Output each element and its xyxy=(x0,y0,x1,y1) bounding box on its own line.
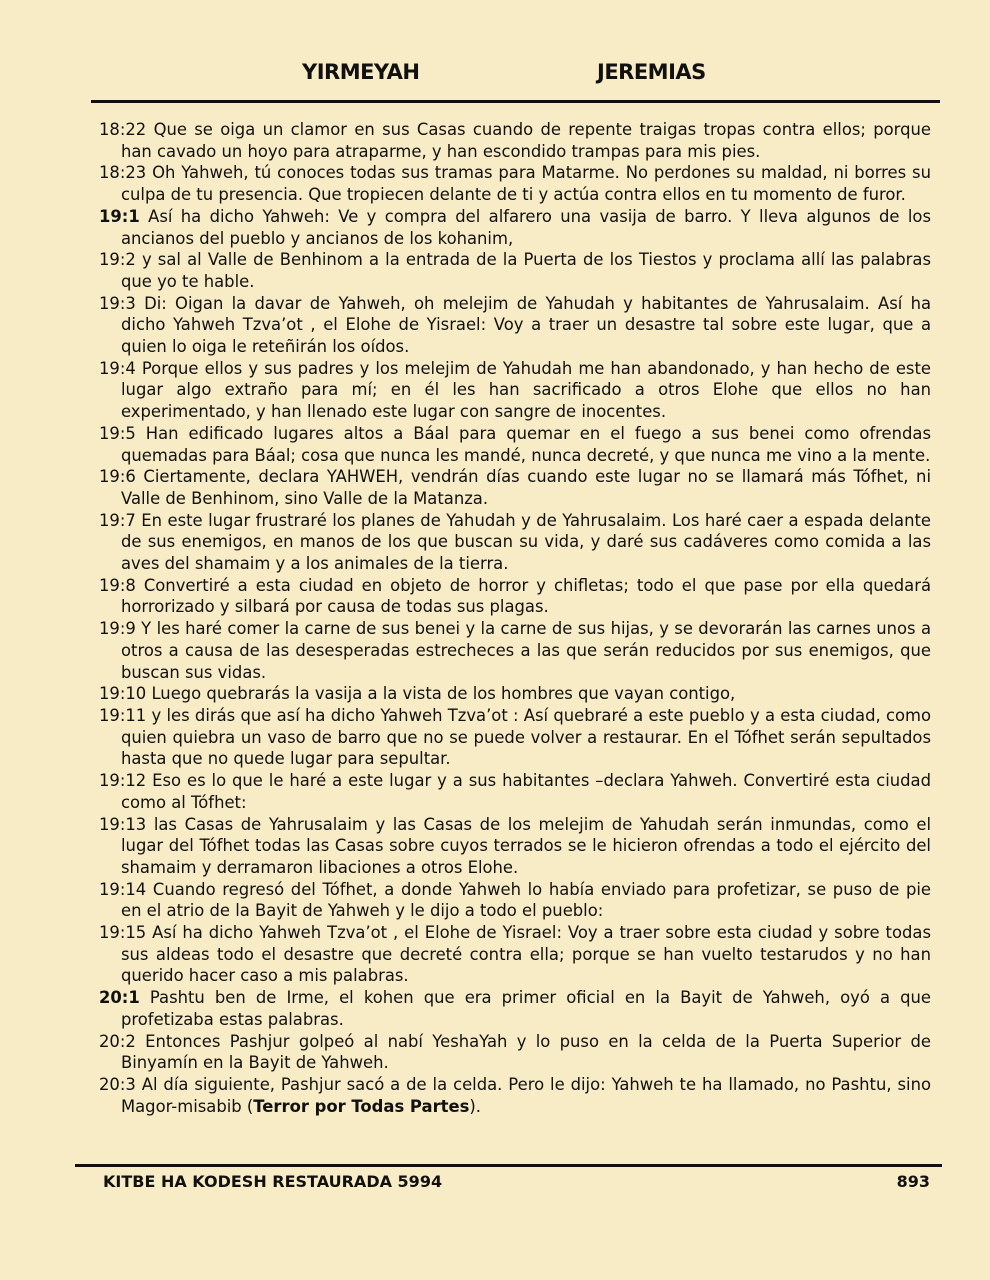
verse xyxy=(99,618,931,683)
footer-title: KITBE HA KODESH RESTAURADA 5994 xyxy=(103,1172,443,1191)
verse xyxy=(99,1074,931,1117)
verse xyxy=(99,466,931,509)
page-footer xyxy=(0,1172,990,1196)
verse-ref: 19:10 xyxy=(99,684,147,704)
verse-ref: 19:8 xyxy=(99,575,136,595)
verse xyxy=(99,683,931,705)
verse xyxy=(99,922,931,987)
verse-ref: 19:15 xyxy=(99,923,147,943)
verse-list xyxy=(99,119,931,1117)
page-header xyxy=(0,60,990,92)
verse-ref: 19:9 xyxy=(99,619,136,639)
verse xyxy=(99,358,931,423)
verse xyxy=(99,814,931,879)
verse-ref: 19:2 xyxy=(99,250,136,270)
verse-emphasis: Terror por Todas Partes xyxy=(253,1096,470,1116)
verse xyxy=(99,423,931,466)
verse-text: Han edificado lugares altos a Báal para quemar en el fuego a sus benei como ofrendas quemadas para Báal; cosa que nunca les mandé, nunca decreté, y que nunca me vino a la mente. xyxy=(121,423,931,465)
verse xyxy=(99,249,931,292)
verse-ref: 19:5 xyxy=(99,423,136,443)
verse xyxy=(99,510,931,575)
verse-text: y les dirás que así ha dicho Yahweh Tzva’ot : Así quebraré a este pueblo y a esta ciudad, como quien quiebra un vaso de barro que no se puede volver a restaurar. En el Tófhet serán sepultados hasta que no quede lugar para sepultar. xyxy=(121,705,931,769)
verse-text: Luego quebrarás la vasija a la vista de los hombres que vayan contigo, xyxy=(146,684,736,704)
verse-text: Así ha dicho Yahweh: Ve y compra del alfarero una vasija de barro. Y lleva algunos de los ancianos del pueblo y ancianos de los kohanim, xyxy=(121,206,931,248)
verse-ref: 19:1 xyxy=(99,206,140,226)
verse-ref: 18:22 xyxy=(99,120,147,139)
header-book-hebrew: YIRMEYAH xyxy=(302,60,420,84)
footer-rule xyxy=(75,1164,942,1167)
verse-text: Así ha dicho Yahweh Tzva’ot , el Elohe de Yisrael: Voy a traer sobre esta ciudad y sobre todas sus aldeas todo el desastre que decreté contra ella; porque se han vuelto testarudos y no han querido hacer caso a mis palabras. xyxy=(121,923,931,986)
verse xyxy=(99,293,931,358)
verse xyxy=(99,162,931,205)
verse-ref: 19:12 xyxy=(99,771,147,791)
verse-ref: 20:2 xyxy=(99,1031,136,1051)
verse xyxy=(99,1031,931,1074)
verse-ref: 19:13 xyxy=(99,814,147,834)
header-rule xyxy=(91,100,940,103)
verse-text: Que se oiga un clamor en sus Casas cuando de repente traigas tropas contra ellos; porque han cavado un hoyo para atraparme, y han escondido trampas para mis pies. xyxy=(121,120,931,161)
verse xyxy=(99,119,931,162)
verse xyxy=(99,575,931,618)
verse-text: Eso es lo que le haré a este lugar y a sus habitantes –declara Yahweh. Convertiré esta ciudad como al Tófhet: xyxy=(121,771,931,812)
verse xyxy=(99,879,931,922)
verse-ref: 19:4 xyxy=(99,358,136,378)
verse-text: Al día siguiente, Pashjur sacó a de la celda. Pero le dijo: Yahweh te ha llamado, no Pashtu, sino Magor-misabib ( xyxy=(121,1074,931,1116)
verse-ref: 18:23 xyxy=(99,163,147,183)
verse-text: y sal al Valle de Benhinom a la entrada de la Puerta de los Tiestos y proclama allí las palabras que yo te hable. xyxy=(121,250,931,291)
verse xyxy=(99,206,931,249)
verse-text: las Casas de Yahrusalaim y las Casas de los melejim de Yahudah serán inmundas, como el lugar del Tófhet todas las Casas sobre cuyos terrados se le hicieron ofrendas a todo el ejército del shamaim y derramaron libaciones a otros Elohe. xyxy=(121,814,931,877)
verse-ref: 20:3 xyxy=(99,1074,136,1094)
verse-text-after: ). xyxy=(469,1096,481,1116)
verse xyxy=(99,987,931,1030)
verse-ref: 19:11 xyxy=(99,705,147,725)
header-book-spanish: JEREMIAS xyxy=(597,60,706,84)
verse-text: Porque ellos y sus padres y los melejim de Yahudah me han abandonado, y han hecho de este lugar algo extraño para mí; en él les han sacrificado a otros Elohe que ellos no han experimentado, y han llenado este lugar con sangre de inocentes. xyxy=(121,358,931,422)
verse-ref: 19:6 xyxy=(99,467,136,487)
verse-text: Entonces Pashjur golpeó al nabí YeshaYah y lo puso en la celda de la Puerta Superior de Binyamín en la Bayit de Yahweh. xyxy=(121,1031,931,1073)
verse-text: Convertiré a esta ciudad en objeto de horror y chifletas; todo el que pase por ella quedará horrorizado y silbará por causa de todas sus plagas. xyxy=(121,575,931,617)
verse-ref: 20:1 xyxy=(99,988,140,1008)
verse-text: Di: Oigan la davar de Yahweh, oh melejim de Yahudah y habitantes de Yahrusalaim. Así ha dicho Yahweh Tzva’ot , el Elohe de Yisrael: Voy a traer un desastre tal sobre este lugar, que a quien lo oiga le reteñirán los oídos. xyxy=(121,293,931,357)
verse-ref: 19:7 xyxy=(99,510,136,530)
page-number: 893 xyxy=(896,1172,930,1191)
verse-text: Ciertamente, declara YAHWEH, vendrán días cuando este lugar no se llamará más Tófhet, ni Valle de Benhinom, sino Valle de la Matanza. xyxy=(121,467,931,508)
verse-text: Y les haré comer la carne de sus benei y la carne de sus hijas, y se devorarán las carnes unos a otros a causa de las desesperadas estrecheces a las que serán reducidos por sus enemigos, que buscan sus vidas. xyxy=(121,619,931,682)
verse xyxy=(99,705,931,770)
verse-text: Oh Yahweh, tú conoces todas sus tramas para Matarme. No perdones su maldad, ni borres su culpa de tu presencia. Que tropiecen delante de ti y actúa contra ellos en tu momento de furor. xyxy=(121,163,931,205)
verse xyxy=(99,770,931,813)
verse-text: Pashtu ben de Irme, el kohen que era primer oficial en la Bayit de Yahweh, oyó a que profetizaba estas palabras. xyxy=(121,988,931,1029)
verse-ref: 19:14 xyxy=(99,879,147,899)
verse-ref: 19:3 xyxy=(99,293,136,313)
verse-text: Cuando regresó del Tófhet, a donde Yahweh lo había enviado para profetizar, se puso de pie en el atrio de la Bayit de Yahweh y le dijo a todo el pueblo: xyxy=(121,879,931,921)
verse-text: En este lugar frustraré los planes de Yahudah y de Yahrusalaim. Los haré caer a espada delante de sus enemigos, en manos de los que buscan su vida, y daré sus cadáveres como comida a las aves del shamaim y a los animales de la tierra. xyxy=(121,510,931,574)
